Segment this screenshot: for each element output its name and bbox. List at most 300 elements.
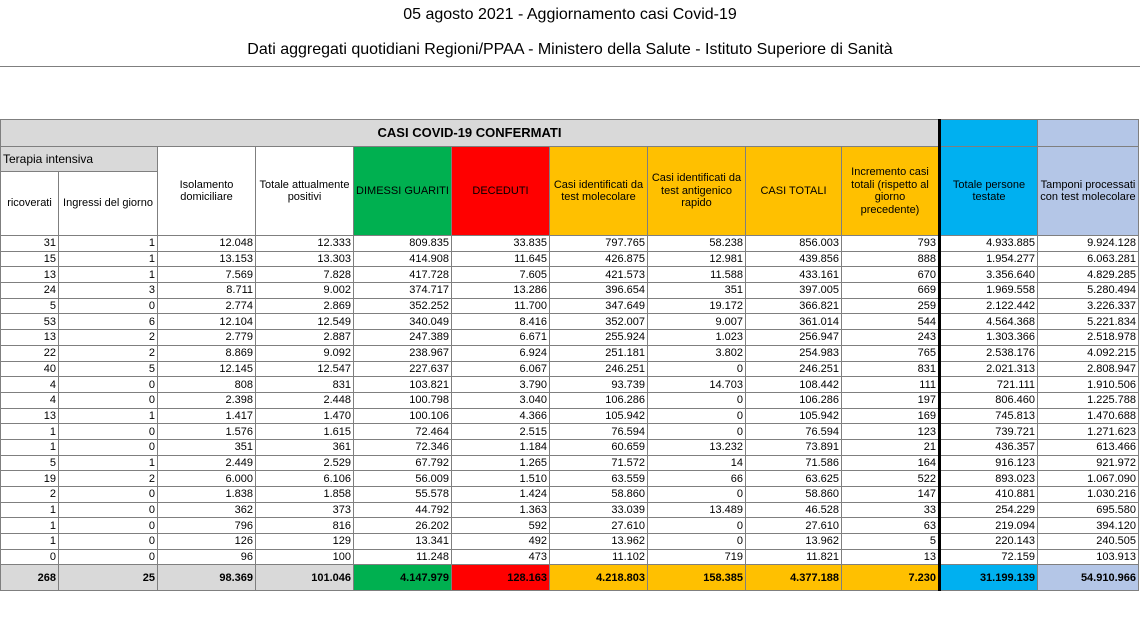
table-cell: 63 (842, 518, 940, 534)
table-row (1, 377, 1139, 393)
table-cell: 1.363 (452, 502, 550, 518)
table-cell: 808 (158, 377, 256, 393)
table-cell: 22 (1, 345, 59, 361)
table-cell: 247.389 (354, 330, 452, 346)
table-row (1, 314, 1139, 330)
table-cell: 126 (158, 534, 256, 550)
table-cell: 123 (842, 424, 940, 440)
table-cell: 1.265 (452, 455, 550, 471)
table-cell: 2.021.313 (940, 361, 1038, 377)
table-cell: 13.962 (746, 534, 842, 550)
table-cell: 793 (842, 236, 940, 252)
table-cell: 14.703 (648, 377, 746, 393)
table-cell: 111 (842, 377, 940, 393)
table-cell: 238.967 (354, 345, 452, 361)
table-cell: 719 (648, 549, 746, 565)
table-cell: 108.442 (746, 377, 842, 393)
table-cell: 522 (842, 471, 940, 487)
table-cell: 73.891 (746, 439, 842, 455)
total-cell: 4.147.979 (354, 565, 452, 591)
table-cell: 1 (59, 236, 158, 252)
table-cell: 3.356.640 (940, 267, 1038, 283)
table-cell: 0 (648, 487, 746, 503)
totals-row (1, 565, 1139, 591)
table-cell: 2 (59, 345, 158, 361)
table-cell: 13.341 (354, 534, 452, 550)
table-cell: 13.303 (256, 251, 354, 267)
table-cell: 426.875 (550, 251, 648, 267)
total-cell: 4.218.803 (550, 565, 648, 591)
table-cell: 19 (1, 471, 59, 487)
table-cell: 0 (648, 518, 746, 534)
total-cell: 31.199.139 (940, 565, 1038, 591)
table-cell: 4.829.285 (1038, 267, 1139, 283)
table-cell: 1 (1, 424, 59, 440)
table-cell: 0 (59, 424, 158, 440)
table-cell: 695.580 (1038, 502, 1139, 518)
table-cell: 246.251 (746, 361, 842, 377)
table-cell: 14 (648, 455, 746, 471)
table-cell: 347.649 (550, 298, 648, 314)
table-cell: 6.671 (452, 330, 550, 346)
table-cell: 5.280.494 (1038, 283, 1139, 299)
table-cell: 11.588 (648, 267, 746, 283)
table-cell: 2.808.947 (1038, 361, 1139, 377)
total-cell: 101.046 (256, 565, 354, 591)
table-cell: 4 (1, 377, 59, 393)
table-cell: 76.594 (746, 424, 842, 440)
table-cell: 103.913 (1038, 549, 1139, 565)
table-row (1, 518, 1139, 534)
table-cell: 13.153 (158, 251, 256, 267)
table-cell: 106.286 (746, 392, 842, 408)
table-cell: 796 (158, 518, 256, 534)
table-cell: 19.172 (648, 298, 746, 314)
table-row (1, 549, 1139, 565)
table-cell: 361.014 (746, 314, 842, 330)
table-cell: 219.094 (940, 518, 1038, 534)
table-cell: 2.448 (256, 392, 354, 408)
table-cell: 831 (842, 361, 940, 377)
col-tamponi-molecolare: Tamponi processati con test molecolare (1038, 147, 1139, 236)
table-cell: 21 (842, 439, 940, 455)
table-cell: 439.856 (746, 251, 842, 267)
table-cell: 374.717 (354, 283, 452, 299)
total-cell: 98.369 (158, 565, 256, 591)
col-dimessi: DIMESSI GUARITI (354, 147, 452, 236)
header-divider (0, 66, 1140, 67)
table-cell: 1 (1, 439, 59, 455)
table-cell: 13.489 (648, 502, 746, 518)
table-cell: 5 (842, 534, 940, 550)
table-cell: 410.881 (940, 487, 1038, 503)
table-cell: 243 (842, 330, 940, 346)
table-cell: 5 (1, 455, 59, 471)
table-cell: 96 (158, 549, 256, 565)
table-cell: 9.924.128 (1038, 236, 1139, 252)
table-cell: 11.645 (452, 251, 550, 267)
table-cell: 2.538.176 (940, 345, 1038, 361)
table-cell: 11.102 (550, 549, 648, 565)
table-cell: 2.774 (158, 298, 256, 314)
table-cell: 0 (59, 487, 158, 503)
table-cell: 106.286 (550, 392, 648, 408)
table-cell: 33 (842, 502, 940, 518)
table-cell: 6.924 (452, 345, 550, 361)
table-cell: 93.739 (550, 377, 648, 393)
table-cell: 1 (59, 455, 158, 471)
table-cell: 246.251 (550, 361, 648, 377)
table-cell: 105.942 (746, 408, 842, 424)
table-cell: 433.161 (746, 267, 842, 283)
table-cell: 11.248 (354, 549, 452, 565)
table-cell: 7.828 (256, 267, 354, 283)
table-cell: 2 (59, 330, 158, 346)
table-cell: 809.835 (354, 236, 452, 252)
table-cell: 254.229 (940, 502, 1038, 518)
table-cell: 0 (59, 392, 158, 408)
table-cell: 2.398 (158, 392, 256, 408)
table-cell: 2 (1, 487, 59, 503)
table-cell: 12.048 (158, 236, 256, 252)
table-cell: 6.106 (256, 471, 354, 487)
table-cell: 373 (256, 502, 354, 518)
total-cell: 128.163 (452, 565, 550, 591)
table-body (1, 236, 1139, 565)
col-ricoverati: ricoverati (1, 172, 59, 236)
table-cell: 721.111 (940, 377, 1038, 393)
table-cell: 56.009 (354, 471, 452, 487)
table-row (1, 330, 1139, 346)
table-cell: 1.954.277 (940, 251, 1038, 267)
total-cell: 25 (59, 565, 158, 591)
table-cell: 436.357 (940, 439, 1038, 455)
table-cell: 916.123 (940, 455, 1038, 471)
table-cell: 31 (1, 236, 59, 252)
section-blue-cell (940, 120, 1038, 147)
table-cell: 13.232 (648, 439, 746, 455)
table-cell: 351 (648, 283, 746, 299)
table-cell: 0 (1, 549, 59, 565)
table-cell: 613.466 (1038, 439, 1139, 455)
table-cell: 4.366 (452, 408, 550, 424)
table-cell: 765 (842, 345, 940, 361)
table-cell: 27.610 (746, 518, 842, 534)
table-cell: 100.106 (354, 408, 452, 424)
table-cell: 55.578 (354, 487, 452, 503)
table-cell: 7.605 (452, 267, 550, 283)
table-cell: 15 (1, 251, 59, 267)
table-cell: 1.838 (158, 487, 256, 503)
table-cell: 351 (158, 439, 256, 455)
total-cell: 4.377.188 (746, 565, 842, 591)
table-cell: 2.529 (256, 455, 354, 471)
table-cell: 1.303.366 (940, 330, 1038, 346)
table-cell: 3.226.337 (1038, 298, 1139, 314)
report-subtitle: Dati aggregati quotidiani Regioni/PPAA - Ministero della Salute - Istituto Superiore di Sanità (247, 41, 893, 58)
table-cell: 147 (842, 487, 940, 503)
table-cell: 6 (59, 314, 158, 330)
table-cell: 0 (59, 377, 158, 393)
table-cell: 3.040 (452, 392, 550, 408)
table-cell: 816 (256, 518, 354, 534)
table-row (1, 534, 1139, 550)
table-cell: 340.049 (354, 314, 452, 330)
table-cell: 2.887 (256, 330, 354, 346)
table-cell: 0 (59, 518, 158, 534)
table-row (1, 455, 1139, 471)
table-cell: 12.104 (158, 314, 256, 330)
table-cell: 5 (59, 361, 158, 377)
table-cell: 12.145 (158, 361, 256, 377)
table-cell: 33.039 (550, 502, 648, 518)
table-cell: 256.947 (746, 330, 842, 346)
table-cell: 4.564.368 (940, 314, 1038, 330)
table-cell: 67.792 (354, 455, 452, 471)
table-cell: 58.860 (746, 487, 842, 503)
table-cell: 2.515 (452, 424, 550, 440)
table-cell: 2.869 (256, 298, 354, 314)
table-cell: 9.002 (256, 283, 354, 299)
report-title: 05 agosto 2021 - Aggiornamento casi Covid-19 (403, 6, 737, 23)
table-cell: 12.547 (256, 361, 354, 377)
table-row (1, 345, 1139, 361)
table-cell: 1 (1, 502, 59, 518)
table-row (1, 298, 1139, 314)
table-cell: 0 (648, 408, 746, 424)
table-cell: 1.910.506 (1038, 377, 1139, 393)
col-casi-antigenico: Casi identificati da test antigenico rapido (648, 147, 746, 236)
section-title: CASI COVID-19 CONFERMATI (1, 120, 940, 147)
table-cell: 240.505 (1038, 534, 1139, 550)
table-cell: 220.143 (940, 534, 1038, 550)
table-cell: 797.765 (550, 236, 648, 252)
total-cell: 268 (1, 565, 59, 591)
table-cell: 66 (648, 471, 746, 487)
table-cell: 352.007 (550, 314, 648, 330)
total-cell: 7.230 (842, 565, 940, 591)
table-cell: 6.063.281 (1038, 251, 1139, 267)
total-cell: 54.910.966 (1038, 565, 1139, 591)
table-cell: 254.983 (746, 345, 842, 361)
table-cell: 361 (256, 439, 354, 455)
table-row (1, 283, 1139, 299)
table-cell: 169 (842, 408, 940, 424)
table-cell: 103.821 (354, 377, 452, 393)
table-cell: 1.417 (158, 408, 256, 424)
table-cell: 1.184 (452, 439, 550, 455)
table-cell: 1.424 (452, 487, 550, 503)
table-cell: 1.615 (256, 424, 354, 440)
group-terapia-intensiva: Terapia intensiva (1, 147, 158, 172)
table-cell: 46.528 (746, 502, 842, 518)
table-cell: 421.573 (550, 267, 648, 283)
table-row (1, 502, 1139, 518)
table-cell: 3.790 (452, 377, 550, 393)
table-cell: 71.586 (746, 455, 842, 471)
table-cell: 2 (59, 471, 158, 487)
table-cell: 72.346 (354, 439, 452, 455)
table-cell: 7.569 (158, 267, 256, 283)
table-cell: 9.092 (256, 345, 354, 361)
table-cell: 3.802 (648, 345, 746, 361)
table-cell: 396.654 (550, 283, 648, 299)
table-cell: 63.559 (550, 471, 648, 487)
table-cell: 100 (256, 549, 354, 565)
table-cell: 1.969.558 (940, 283, 1038, 299)
table-cell: 255.924 (550, 330, 648, 346)
table-cell: 893.023 (940, 471, 1038, 487)
table-cell: 44.792 (354, 502, 452, 518)
table-row (1, 236, 1139, 252)
col-isolamento: Isolamento domiciliare (158, 147, 256, 236)
table-cell: 856.003 (746, 236, 842, 252)
col-persone-testate: Totale persone testate (940, 147, 1038, 236)
table-cell: 13.286 (452, 283, 550, 299)
table-cell: 1.271.623 (1038, 424, 1139, 440)
table-cell: 1.023 (648, 330, 746, 346)
table-cell: 105.942 (550, 408, 648, 424)
table-cell: 197 (842, 392, 940, 408)
section-lightblue-cell (1038, 120, 1139, 147)
table-cell: 9.007 (648, 314, 746, 330)
table-cell: 6.067 (452, 361, 550, 377)
table-cell: 739.721 (940, 424, 1038, 440)
table-cell: 227.637 (354, 361, 452, 377)
table-cell: 8.416 (452, 314, 550, 330)
table-cell: 0 (59, 549, 158, 565)
table-cell: 0 (648, 361, 746, 377)
table-cell: 1 (59, 408, 158, 424)
table-row (1, 487, 1139, 503)
table-cell: 5 (1, 298, 59, 314)
table-cell: 24 (1, 283, 59, 299)
table-cell: 2.122.442 (940, 298, 1038, 314)
table-cell: 60.659 (550, 439, 648, 455)
table-cell: 164 (842, 455, 940, 471)
total-cell: 158.385 (648, 565, 746, 591)
table-cell: 71.572 (550, 455, 648, 471)
covid-data-table (0, 119, 1139, 591)
table-cell: 831 (256, 377, 354, 393)
col-casi-totali: CASI TOTALI (746, 147, 842, 236)
table-row (1, 267, 1139, 283)
table-cell: 2.518.978 (1038, 330, 1139, 346)
col-ingressi: Ingressi del giorno (59, 172, 158, 236)
table-cell: 13 (1, 330, 59, 346)
table-cell: 8.711 (158, 283, 256, 299)
table-cell: 394.120 (1038, 518, 1139, 534)
table-cell: 27.610 (550, 518, 648, 534)
table-cell: 544 (842, 314, 940, 330)
table-cell: 0 (59, 439, 158, 455)
table-cell: 1 (59, 251, 158, 267)
table-cell: 1.067.090 (1038, 471, 1139, 487)
table-cell: 13 (1, 267, 59, 283)
table-cell: 58.238 (648, 236, 746, 252)
table-cell: 888 (842, 251, 940, 267)
table-cell: 366.821 (746, 298, 842, 314)
table-cell: 33.835 (452, 236, 550, 252)
table-cell: 362 (158, 502, 256, 518)
table-cell: 670 (842, 267, 940, 283)
table-cell: 1.470 (256, 408, 354, 424)
table-row (1, 251, 1139, 267)
table-cell: 13 (1, 408, 59, 424)
table-cell: 1.470.688 (1038, 408, 1139, 424)
table-cell: 1.225.788 (1038, 392, 1139, 408)
table-cell: 0 (59, 298, 158, 314)
table-cell: 76.594 (550, 424, 648, 440)
table-cell: 0 (648, 424, 746, 440)
table-cell: 12.549 (256, 314, 354, 330)
table-row (1, 408, 1139, 424)
table-cell: 0 (648, 534, 746, 550)
table-cell: 6.000 (158, 471, 256, 487)
table-cell: 473 (452, 549, 550, 565)
table-cell: 806.460 (940, 392, 1038, 408)
table-cell: 5.221.834 (1038, 314, 1139, 330)
table-cell: 11.821 (746, 549, 842, 565)
table-cell: 2.779 (158, 330, 256, 346)
table-row (1, 471, 1139, 487)
table-row (1, 424, 1139, 440)
table-cell: 129 (256, 534, 354, 550)
table-cell: 0 (59, 502, 158, 518)
table-cell: 100.798 (354, 392, 452, 408)
table-cell: 1.576 (158, 424, 256, 440)
table-cell: 1 (1, 518, 59, 534)
col-deceduti: DECEDUTI (452, 147, 550, 236)
table-cell: 53 (1, 314, 59, 330)
table-cell: 251.181 (550, 345, 648, 361)
table-cell: 63.625 (746, 471, 842, 487)
col-incremento: Incremento casi totali (rispetto al giorno precedente) (842, 147, 940, 236)
table-row (1, 439, 1139, 455)
table-cell: 8.869 (158, 345, 256, 361)
table-cell: 592 (452, 518, 550, 534)
table-cell: 4 (1, 392, 59, 408)
table-cell: 3 (59, 283, 158, 299)
table-cell: 0 (59, 534, 158, 550)
table-cell: 4.933.885 (940, 236, 1038, 252)
table-cell: 492 (452, 534, 550, 550)
table-cell: 352.252 (354, 298, 452, 314)
table-cell: 11.700 (452, 298, 550, 314)
table-cell: 4.092.215 (1038, 345, 1139, 361)
table-cell: 1.858 (256, 487, 354, 503)
table-cell: 397.005 (746, 283, 842, 299)
table-cell: 58.860 (550, 487, 648, 503)
table-cell: 40 (1, 361, 59, 377)
table-cell: 72.464 (354, 424, 452, 440)
table-cell: 1 (59, 267, 158, 283)
table-cell: 72.159 (940, 549, 1038, 565)
table-cell: 13 (842, 549, 940, 565)
table-cell: 1.510 (452, 471, 550, 487)
table-cell: 745.813 (940, 408, 1038, 424)
table-cell: 669 (842, 283, 940, 299)
table-cell: 0 (648, 392, 746, 408)
table-cell: 13.962 (550, 534, 648, 550)
table-row (1, 392, 1139, 408)
table-cell: 1.030.216 (1038, 487, 1139, 503)
table-cell: 414.908 (354, 251, 452, 267)
table-cell: 417.728 (354, 267, 452, 283)
table-cell: 12.981 (648, 251, 746, 267)
table-cell: 259 (842, 298, 940, 314)
col-casi-molecolare: Casi identificati da test molecolare (550, 147, 648, 236)
